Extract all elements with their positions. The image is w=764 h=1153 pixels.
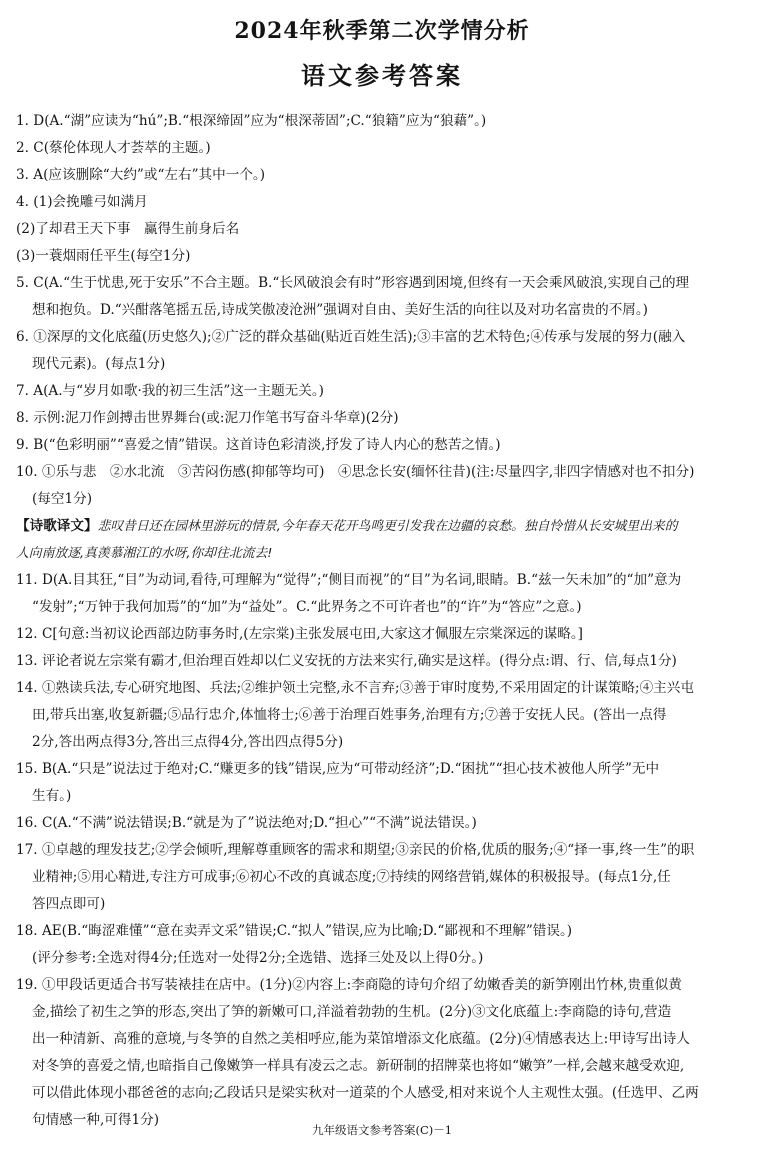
answer-5-line-1: 5. C(A.“生于忧患,死于安乐”不合主题。B.“长风破浪会有时”形容遇到困境,但终有一天会乘风破浪,实现自己的理 [16,275,690,291]
answer-11-line-2: “发射”;“万钟于我何加焉”的“加”为“益处”。C.“此界务之不可许者也”的“许”为“答应”之意。) [32,599,582,615]
answer-2: 2. C(蔡伦体现人才荟萃的主题。) [16,140,211,156]
answer-18-line-1: 18. AE(B.“晦涩难懂”“意在卖弄文采”错误;C.“拟人”错误,应为比喻;D.“鄙视和不理解”错误。) [16,923,573,939]
answer-4-part-2: (2)了却君王天下事 赢得生前身后名 [16,221,240,237]
poem-translation-label: 【诗歌译文】 [16,518,98,534]
answer-4-part-1: 4. (1)会挽雕弓如满月 [16,194,148,210]
answer-8: 8. 示例:泥刀作剑搏击世界舞台(或:泥刀作笔书写奋斗华章)(2分) [16,410,399,426]
poem-translation-line-1 [16,513,750,540]
answer-10-line-2: (每空1分) [32,491,93,507]
answer-16: 16. C(A.“不满”说法错误;B.“就是为了”说法绝对;D.“担心”“不满”说法错误。) [16,815,477,831]
answer-19-line-4: 对冬笋的喜爱之情,也暗指自己像嫩笋一样具有凌云之志。新研制的招牌菜也将如“嫩笋”一样,会越来越受欢迎, [32,1058,685,1074]
answer-6-line-1: 6. ①深厚的文化底蕴(历史悠久);②广泛的群众基础(贴近百姓生活);③丰富的艺术特色;④传承与发展的努力(融入 [16,329,686,345]
document-subtitle: 语文参考答案 [301,61,463,90]
answer-17-line-2: 业精神;⑤用心精进,专注方可成事;⑥初心不改的真诚态度;⑦持续的网络营销,媒体的积极报导。(每点1分,任 [32,869,671,885]
poem-translation-text: 悲叹昔日还在园林里游玩的情景,今年春天花开鸟鸣更引发我在边疆的哀愁。独自怜惜从长安城里出来的 [97,519,678,534]
poem-translation-line-2: 人向南放逐,真羡慕湘江的水呀,你却往北流去! [16,546,273,561]
answer-14-line-2: 田,带兵出塞,收复新疆;⑤品行忠介,体恤将士;⑥善于治理百姓事务,治理有方;⑦善于安抚人民。(答出一点得 [32,707,667,723]
answer-18-line-2: (评分参考:全选对得4分;任选对一处得2分;全选错、选择三处及以上得0分。) [32,950,484,966]
answer-3: 3. A(应该删除“大约”或“左右”其中一个。) [16,167,266,183]
answer-19-line-5: 可以借此体现小郡爸爸的志向;乙段话只是梁实秋对一道菜的个人感受,相对来说个人主观性太强。(任选甲、乙两 [32,1085,699,1101]
page-footer: 九年级语文参考答案(C)－1 [311,1123,453,1137]
answer-list [16,108,750,1134]
document-title: 2024年秋季第二次学情分析 [234,18,530,44]
answer-6-line-2: 现代元素)。(每点1分) [32,356,166,372]
answer-17-line-3: 答四点即可) [32,896,106,912]
answer-15-line-2: 生有。) [32,788,72,804]
answer-13: 13. 评论者说左宗棠有霸才,但治理百姓却以仁义安抚的方法来实行,确实是这样。(得分点:谓、行、信,每点1分) [16,653,677,669]
answer-19-line-2: 金,描绘了初生之笋的形态,突出了笋的新嫩可口,洋溢着勃勃的生机。(2分)③文化底蕴上:李商隐的诗句,营造 [32,1004,672,1020]
answer-4-part-3: (3)一蓑烟雨任平生(每空1分) [16,248,191,264]
answer-11-line-1: 11. D(A.目其狂,“目”为动词,看待,可理解为“觉得”;“侧目而视”的“目”为名词,眼睛。B.“兹一矢未加”的“加”意为 [16,572,682,588]
answer-14-line-1: 14. ①熟读兵法,专心研究地图、兵法;②维护领土完整,永不言弃;③善于审时度势,不采用固定的计谋策略;④主兴屯 [16,680,694,696]
answer-9: 9. B(“色彩明丽”“喜爱之情”错误。这首诗色彩清淡,抒发了诗人内心的愁苦之情。) [16,437,501,453]
answer-12: 12. C[句意:当初议论西部边防事务时,(左宗棠)主张发展屯田,大家这才佩服左宗棠深远的谋略。] [16,626,583,642]
answer-5-line-2: 想和抱负。D.“兴酣落笔摇五岳,诗成笑傲凌沧洲”强调对自由、美好生活的向往以及对功名富贵的不屑。) [32,302,648,318]
answer-10-line-1: 10. ①乐与悲 ②水北流 ③苦闷伤感(抑郁等均可) ④思念长安(缅怀往昔)(注:尽量四字,非四字情感对也不扣分) [16,464,695,480]
answer-15-line-1: 15. B(A.“只是”说法过于绝对;C.“赚更多的钱”错误,应为“可带动经济”;D.“困扰”“担心技术被他人所学”无中 [16,761,660,777]
answer-19-line-1: 19. ①甲段话更适合书写装裱挂在店中。(1分)②内容上:李商隐的诗句介绍了幼嫩香美的新笋刚出竹林,贵重似黄 [16,977,682,993]
answer-1: 1. D(A.“湖”应读为“hú”;B.“根深缔固”应为“根深蒂固”;C.“狼籍”应为“狼藉”。) [16,113,487,129]
answer-7: 7. A(A.与“岁月如歌·我的初三生活”这一主题无关。) [16,383,324,399]
answer-17-line-1: 17. ①卓越的理发技艺;②学会倾听,理解尊重顾客的需求和期望;③亲民的价格,优质的服务;④“择一事,终一生”的职 [16,842,695,858]
answer-19-line-3: 出一种清新、高雅的意境,与冬笋的自然之美相呼应,能为菜馆增添文化底蕴。(2分)④情感表达上:甲诗写出诗人 [32,1031,690,1047]
answer-19-line-6: 句情感一种,可得1分) [32,1112,160,1128]
answer-14-line-3: 2分,答出两点得3分,答出三点得4分,答出四点得5分) [32,734,344,750]
